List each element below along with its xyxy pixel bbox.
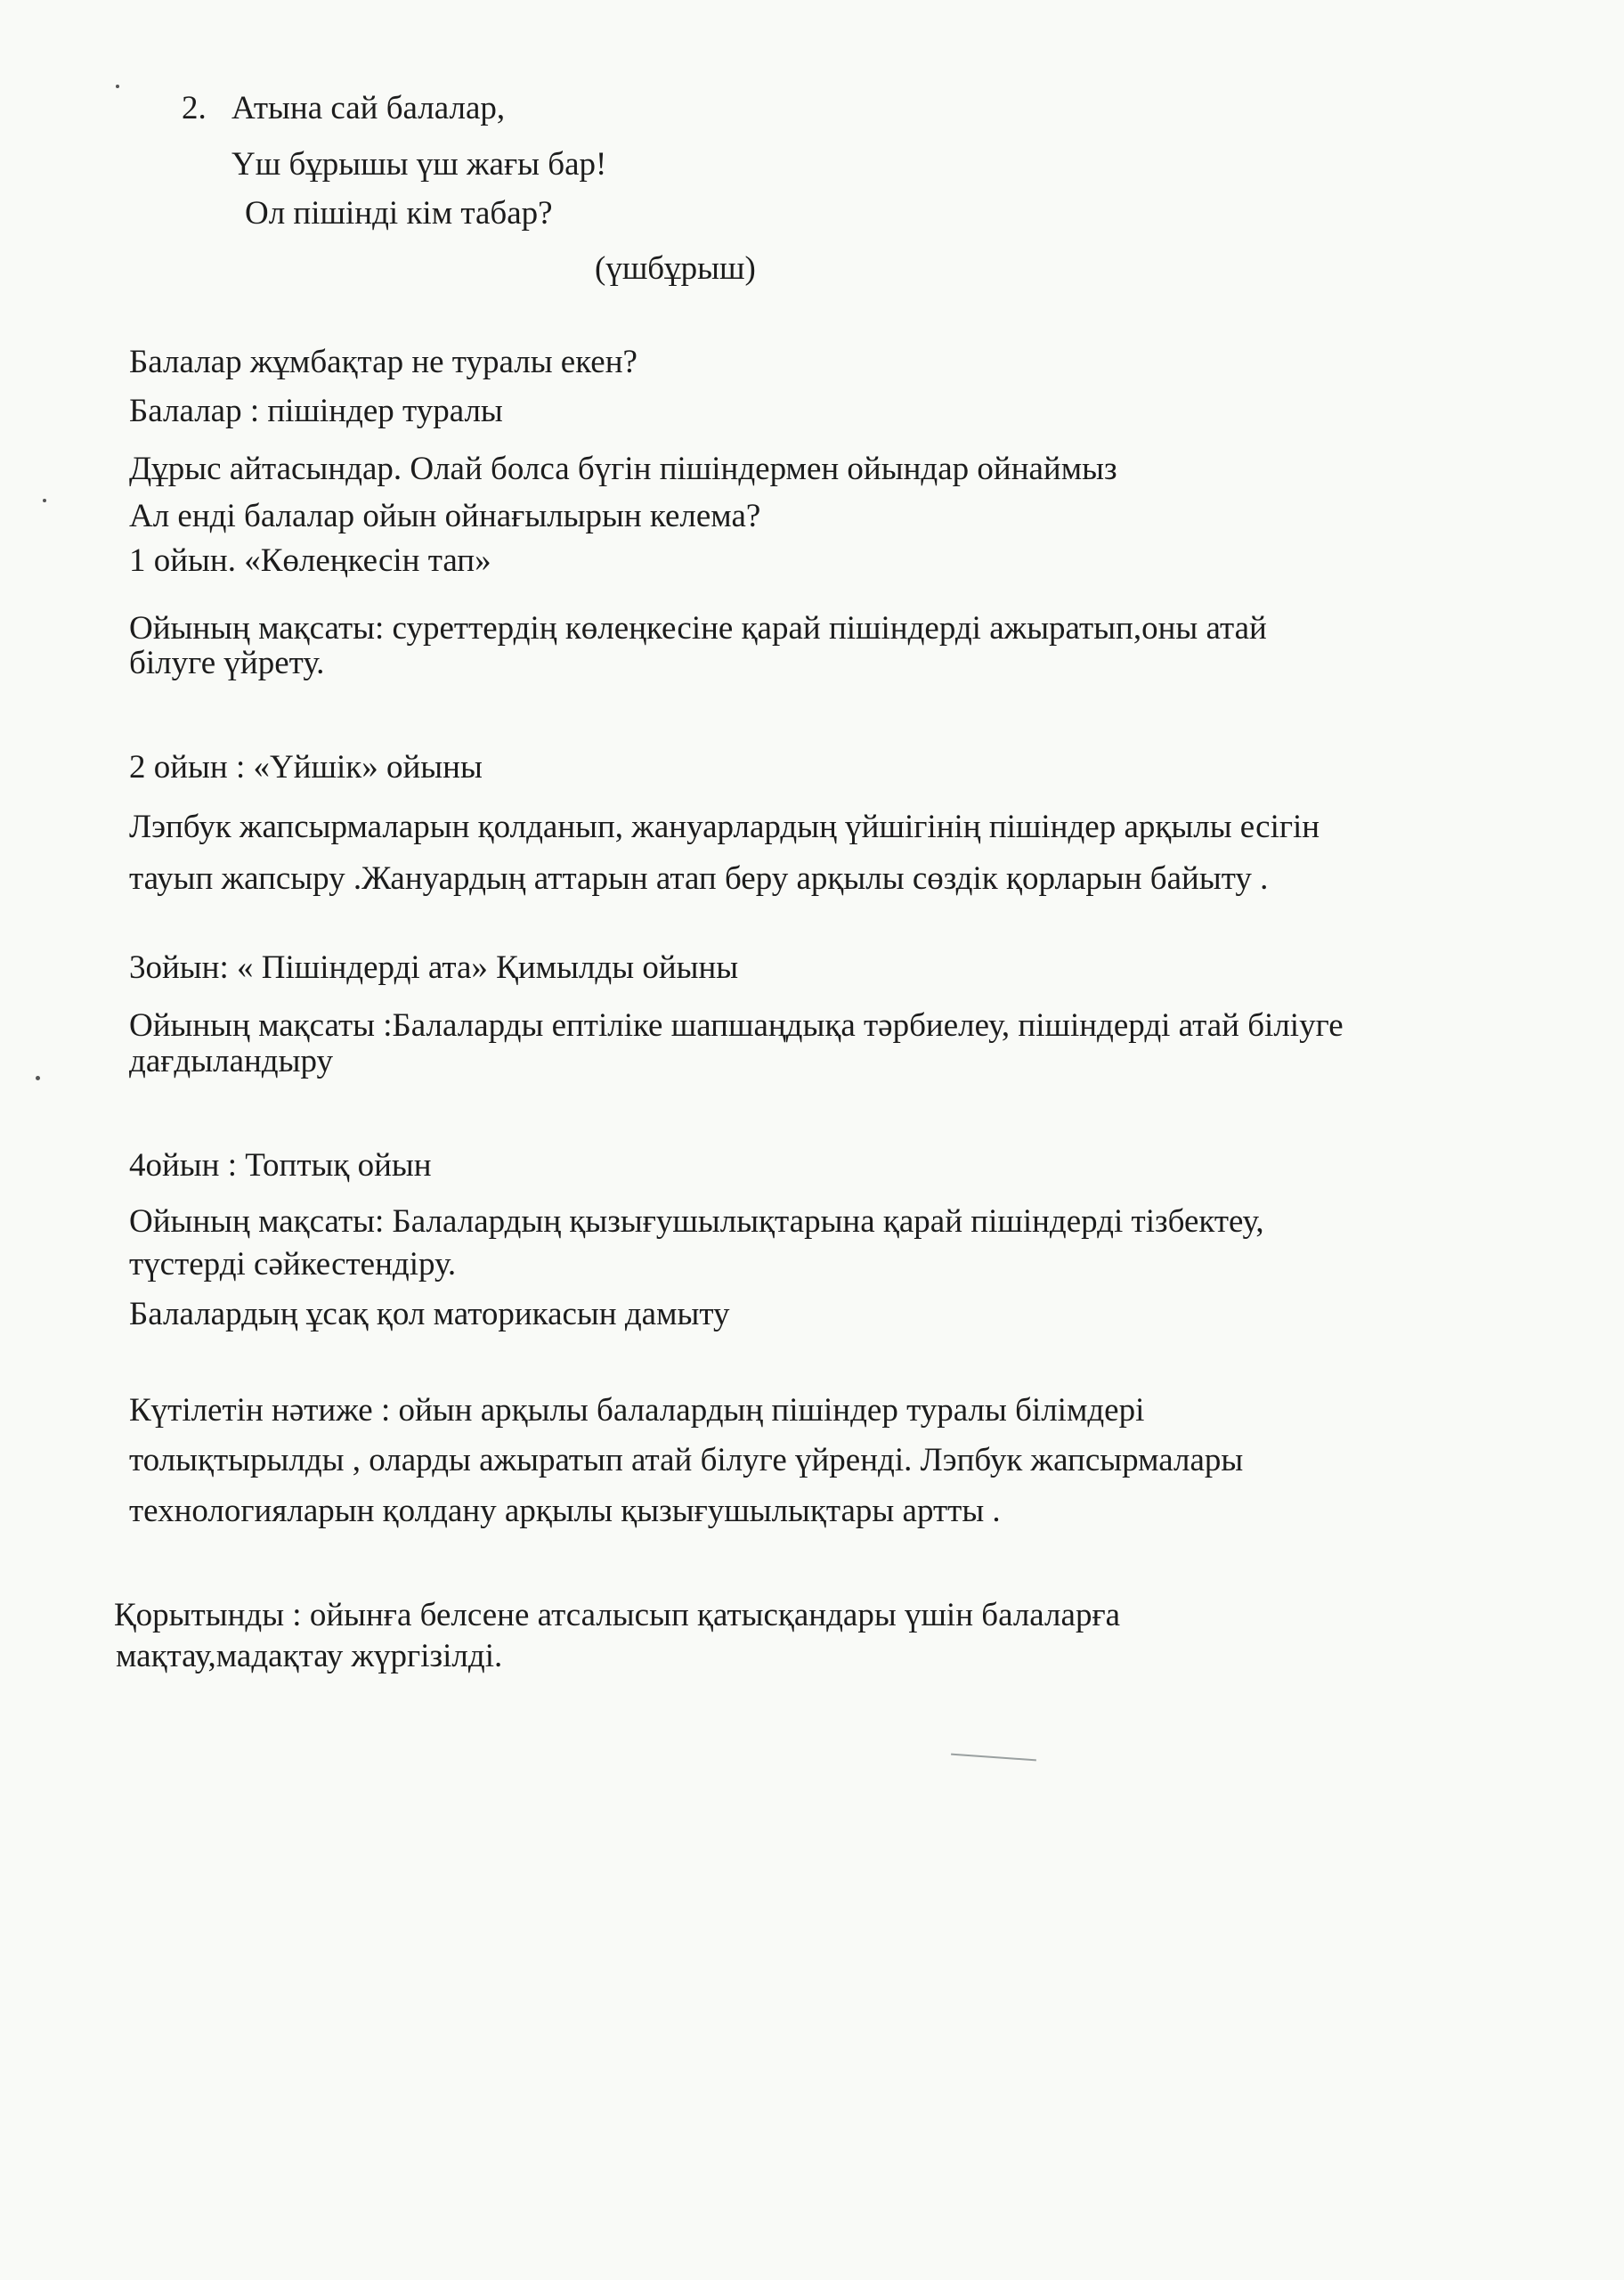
game3-goal-line-1: Ойының мақсаты :Балаларды ептіліке шапшаңдықа тәрбиелеу, пішіндерді атай біліуге	[129, 1007, 1344, 1044]
dialogue-praise: Дұрыс айтасындар. Олай болса бүгін пішіндермен ойындар ойнаймыз	[129, 451, 1117, 487]
riddle-number: 2.	[182, 90, 207, 126]
game4-goal-line-1: Ойының мақсаты: Балалардың қызығушылықтарына қарай пішіндерді тізбектеу,	[129, 1203, 1264, 1240]
dialogue-reply: Балалар : пішіндер туралы	[129, 393, 503, 429]
game1-goal-line-1: Ойының мақсаты: суреттердің көлеңкесіне қарай пішіндерді ажыратып,оны атай	[129, 610, 1267, 647]
scan-mark	[951, 1754, 1036, 1762]
riddle-answer: (үшбұрыш)	[595, 250, 756, 287]
riddle-line-2: Үш бұрышы үш жағы бар!	[231, 146, 607, 183]
riddle-line-1: Атына сай балалар,	[231, 90, 506, 126]
game1-goal-line-2: білуге үйрету.	[129, 645, 325, 681]
game4-extra: Балалардың ұсақ қол маторикасын дамыту	[129, 1296, 730, 1332]
game3-goal-line-2: дағдыландыру	[129, 1043, 333, 1079]
game4-title: 4ойын : Топтық ойын	[129, 1147, 432, 1184]
scan-speck	[43, 499, 46, 502]
riddle-line-3: Ол пішінді кім табар?	[245, 195, 553, 232]
conclusion-line-1: Қорытынды : ойынға белсене атсалысып қатысқандары үшін балаларға	[114, 1597, 1121, 1633]
game3-title: 3ойын: « Пішіндерді ата» Қимылды ойыны	[129, 949, 739, 986]
game1-title: 1 ойын. «Көлеңкесін тап»	[129, 542, 491, 579]
result-line-1: Күтілетін нәтиже : ойын арқылы балалардың пішіндер туралы білімдері	[129, 1392, 1145, 1429]
game2-desc-line-2: тауып жапсыру .Жануардың аттарын атап беру арқылы сөздік қорларын байыту .	[129, 860, 1269, 897]
conclusion-line-2: мақтау,мадақтау жүргізілді.	[116, 1638, 503, 1674]
dialogue-question: Балалар жұмбақтар не туралы екен?	[129, 344, 637, 380]
game2-title: 2 ойын : «Үйшік» ойыны	[129, 749, 483, 786]
dialogue-invite: Ал енді балалар ойын ойнағылырын келема?	[129, 498, 761, 534]
result-line-2: толықтырылды , оларды ажыратып атай білуге үйренді. Лэпбук жапсырмалары	[129, 1442, 1244, 1478]
scan-speck	[36, 1076, 40, 1080]
game4-goal-line-2: түстерді сәйкестендіру.	[129, 1246, 457, 1282]
game2-desc-line-1: Лэпбук жапсырмаларын қолданып, жануарлардың үйшігінің пішіндер арқылы есігін	[129, 809, 1320, 845]
scan-speck	[116, 85, 119, 88]
result-line-3: технологияларын қолдану арқылы қызығушылықтары артты .	[129, 1493, 1001, 1529]
